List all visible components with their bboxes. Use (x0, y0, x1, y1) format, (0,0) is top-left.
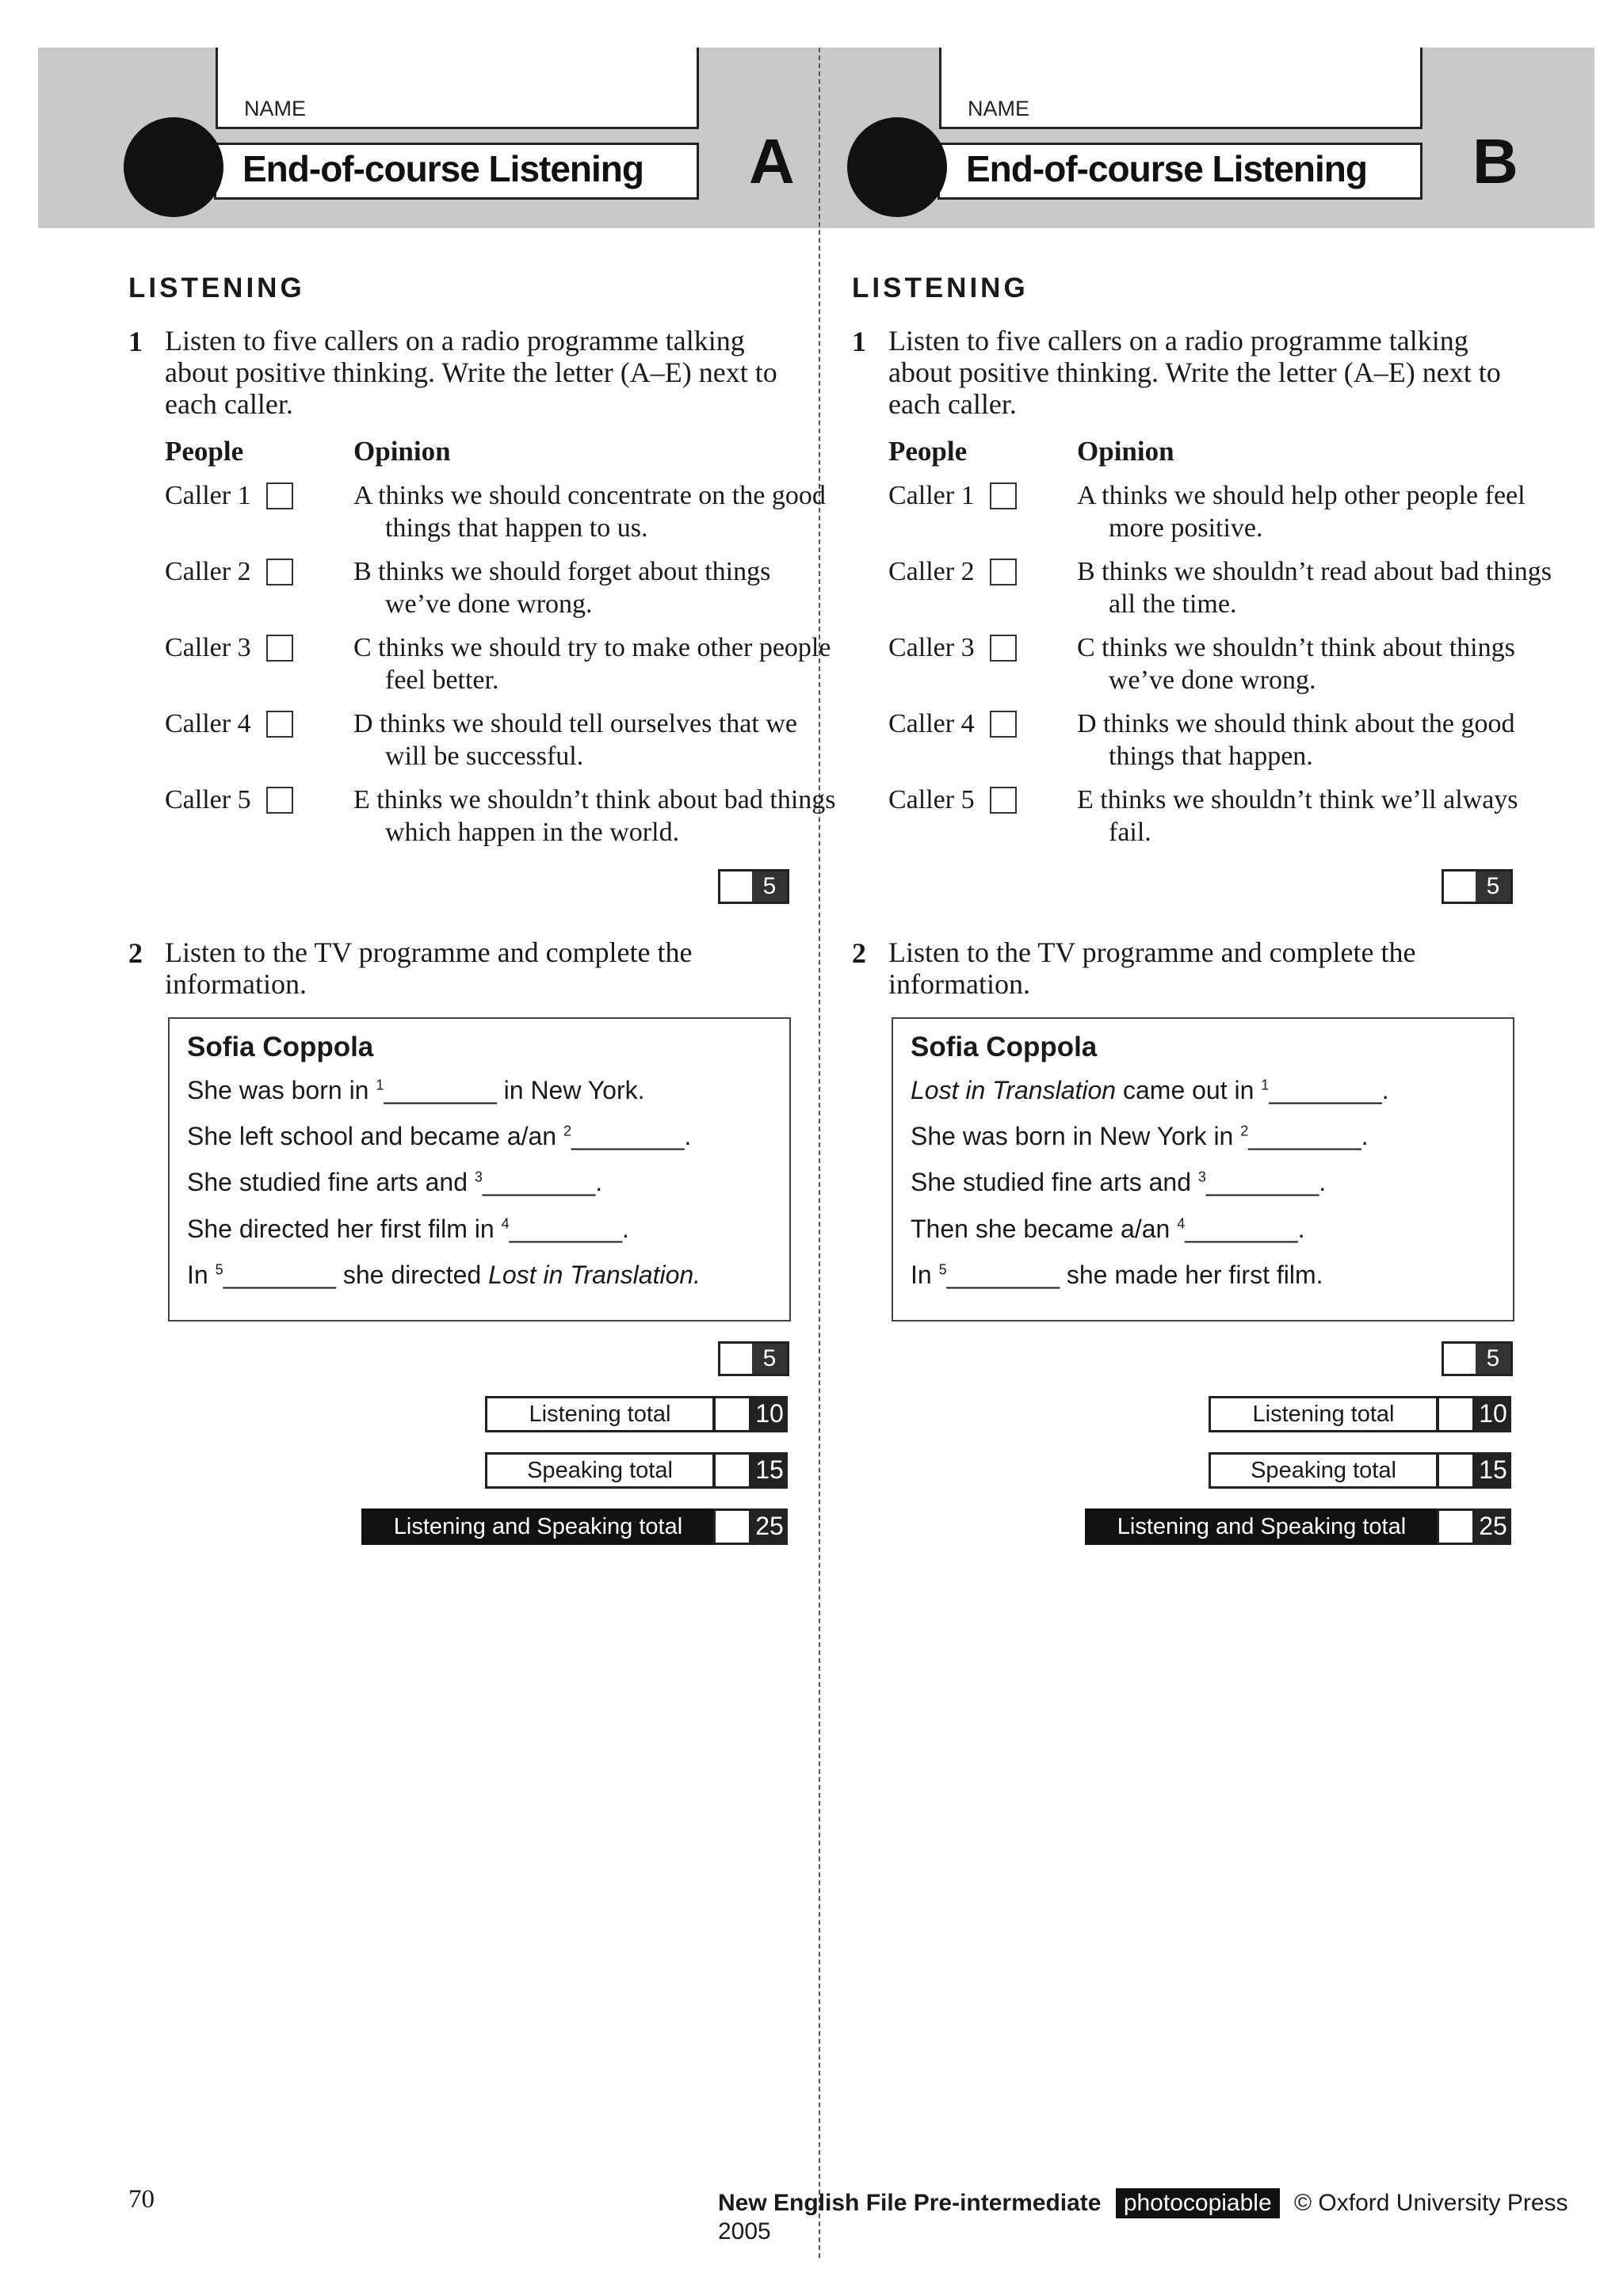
line-start: She studied fine arts and (911, 1168, 1198, 1196)
total-label: Listening total (485, 1396, 715, 1432)
line-end: . (684, 1122, 692, 1150)
section-title: LISTENING (852, 273, 1029, 303)
total-max: 15 (1475, 1452, 1511, 1489)
caller-label: Caller 2 (165, 557, 251, 586)
line-start: She directed her first film in (187, 1215, 502, 1243)
score-value: 5 (1476, 871, 1510, 902)
total-entry[interactable] (1437, 1396, 1475, 1432)
photocopiable-badge: photocopiable (1116, 2188, 1280, 2218)
info-line (187, 1215, 629, 1244)
people-header: People (165, 436, 244, 467)
version-letter: A (749, 126, 795, 196)
info-line (911, 1122, 1369, 1151)
answer-checkbox[interactable] (266, 787, 293, 814)
question-1-instruction: Listen to five callers on a radio programme talking about positive thinking. Write the letter (A–E) next to each caller. (888, 325, 1501, 420)
opinion-option: E thinks we shouldn’t think we’ll always fail. (1077, 785, 1518, 847)
opinion-option: A thinks we should concentrate on the good things that happen to us. (353, 481, 826, 543)
line-end: in New York. (496, 1076, 645, 1104)
opinion-option: D thinks we should tell ourselves that we will be successful. (353, 709, 797, 771)
blank-number: 3 (1197, 1169, 1206, 1185)
question-2-instruction: Listen to the TV programme and complete the information. (165, 936, 693, 1000)
page-number: 70 (128, 2185, 155, 2214)
version-letter: B (1472, 126, 1518, 196)
people-header: People (888, 436, 968, 467)
section-title: LISTENING (128, 273, 305, 303)
caller-label: Caller 5 (888, 785, 975, 814)
info-line (187, 1261, 701, 1290)
copyright: © Oxford University Press 2005 (718, 2190, 1568, 2245)
line-start: In (187, 1261, 216, 1289)
line-italic-start: Lost in Translation (911, 1076, 1117, 1104)
line-start: She left school and became a/an (187, 1122, 563, 1150)
answer-blank[interactable]: ________ (223, 1261, 336, 1289)
answer-checkbox[interactable] (990, 635, 1017, 662)
question-2-number: 2 (852, 937, 866, 969)
info-box-title: Sofia Coppola (187, 1032, 374, 1062)
blank-number: 5 (938, 1261, 947, 1278)
book-level: Pre-intermediate (913, 2190, 1102, 2216)
question-1-instruction: Listen to five callers on a radio programme talking about positive thinking. Write the letter (A–E) next to each caller. (165, 325, 777, 420)
answer-checkbox[interactable] (990, 787, 1017, 814)
total-label: Listening total (1209, 1396, 1438, 1432)
total-label: Listening and Speaking total (361, 1508, 715, 1545)
answer-blank[interactable]: ________ (1205, 1168, 1319, 1196)
answer-checkbox[interactable] (990, 559, 1017, 585)
answer-blank[interactable]: ________ (1248, 1122, 1361, 1150)
score-box-q2 (1442, 1341, 1513, 1376)
answer-blank[interactable]: ________ (571, 1122, 685, 1150)
worksheet-version-b (724, 0, 1552, 2296)
answer-checkbox[interactable] (990, 711, 1017, 738)
total-box (1085, 1508, 1513, 1545)
opinion-option: C thinks we should try to make other people feel better. (353, 633, 831, 695)
caller-label: Caller 4 (165, 709, 251, 738)
info-line (911, 1168, 1326, 1197)
answer-blank[interactable]: ________ (384, 1076, 497, 1104)
answer-blank[interactable]: ________ (509, 1215, 622, 1243)
line-end: . (1297, 1215, 1305, 1243)
line-start: Then she became a/an (911, 1215, 1178, 1243)
question-1-number: 1 (128, 326, 143, 357)
question-2-instruction: Listen to the TV programme and complete the information. (888, 936, 1416, 1000)
caller-label: Caller 1 (165, 481, 251, 510)
opinion-option: C thinks we shouldn’t think about things we’ve done wrong. (1077, 633, 1515, 695)
total-entry[interactable] (1437, 1508, 1475, 1545)
score-value: 5 (752, 1344, 787, 1374)
total-label: Listening and Speaking total (1085, 1508, 1438, 1545)
total-label: Speaking total (1209, 1452, 1438, 1489)
line-end: she made her first film. (1059, 1261, 1323, 1289)
question-2-number: 2 (128, 937, 143, 969)
answer-checkbox[interactable] (266, 711, 293, 738)
line-end: . (621, 1215, 629, 1243)
line-start: She was born in New York in (911, 1122, 1241, 1150)
info-line (911, 1076, 1389, 1105)
line-end: she directed (335, 1261, 489, 1289)
total-max: 15 (751, 1452, 788, 1489)
line-end: . (1381, 1076, 1389, 1104)
total-entry[interactable] (1437, 1452, 1475, 1489)
opinion-option: B thinks we should forget about things we’ve done wrong. (353, 557, 771, 619)
opinion-header: Opinion (353, 436, 451, 467)
info-line (911, 1215, 1305, 1244)
name-label: NAME (244, 97, 307, 120)
line-start: In (911, 1261, 939, 1289)
opinion-option: E thinks we shouldn’t think about bad things which happen in the world. (353, 785, 836, 847)
book-title: New English File (718, 2190, 907, 2216)
answer-checkbox[interactable] (266, 559, 293, 585)
total-box (1209, 1452, 1513, 1489)
line-end: . (595, 1168, 603, 1196)
name-label: NAME (968, 97, 1030, 120)
caller-label: Caller 4 (888, 709, 975, 738)
total-max: 10 (751, 1396, 788, 1432)
opinion-option: D thinks we should think about the good things that happen. (1077, 709, 1515, 771)
blank-number: 4 (1177, 1215, 1186, 1232)
footer-credit (718, 2188, 1623, 2245)
caller-label: Caller 2 (888, 557, 975, 586)
score-value: 5 (1476, 1344, 1510, 1374)
caller-label: Caller 3 (165, 633, 251, 662)
blank-number: 4 (501, 1215, 510, 1232)
total-label: Speaking total (485, 1452, 715, 1489)
line-start: She was born in (187, 1076, 376, 1104)
opinion-header: Opinion (1077, 436, 1174, 467)
answer-blank[interactable]: ________ (482, 1168, 596, 1196)
total-max: 10 (1475, 1396, 1511, 1432)
blank-number: 2 (563, 1123, 571, 1139)
info-line (187, 1122, 691, 1151)
worksheet-title: End-of-course Listening (242, 148, 643, 189)
info-box-title: Sofia Coppola (911, 1032, 1098, 1062)
score-box-q1 (1442, 869, 1513, 904)
answer-blank[interactable]: ________ (1269, 1076, 1382, 1104)
caller-label: Caller 5 (165, 785, 251, 814)
answer-checkbox[interactable] (990, 482, 1017, 509)
answer-checkbox[interactable] (266, 635, 293, 662)
line-italic-end: Lost in Translation. (488, 1261, 701, 1289)
caller-label: Caller 1 (888, 481, 975, 510)
score-value: 5 (752, 871, 787, 902)
total-box (1209, 1396, 1513, 1432)
line-end: . (1319, 1168, 1327, 1196)
answer-checkbox[interactable] (266, 482, 293, 509)
info-line (187, 1076, 645, 1105)
opinion-option: A thinks we should help other people feel more positive. (1077, 481, 1526, 543)
total-max: 25 (1475, 1508, 1511, 1545)
blank-number: 3 (474, 1169, 483, 1185)
worksheet-title: End-of-course Listening (966, 148, 1367, 189)
blank-number: 5 (215, 1261, 223, 1278)
question-1-number: 1 (852, 326, 866, 357)
line-start: She studied fine arts and (187, 1168, 475, 1196)
opinion-option: B thinks we shouldn’t read about bad things all the time. (1077, 557, 1552, 619)
header-circle-icon (847, 117, 947, 217)
blank-number: 2 (1240, 1123, 1249, 1139)
line-after-italic: came out in (1116, 1076, 1262, 1104)
answer-blank[interactable]: ________ (1185, 1215, 1298, 1243)
info-line (187, 1168, 602, 1197)
blank-number: 1 (1261, 1077, 1270, 1093)
line-end: . (1361, 1122, 1369, 1150)
total-max: 25 (751, 1508, 788, 1545)
header-circle-icon (124, 117, 223, 217)
answer-blank[interactable]: ________ (946, 1261, 1060, 1289)
blank-number: 1 (376, 1077, 384, 1093)
info-line (911, 1261, 1323, 1290)
caller-label: Caller 3 (888, 633, 975, 662)
